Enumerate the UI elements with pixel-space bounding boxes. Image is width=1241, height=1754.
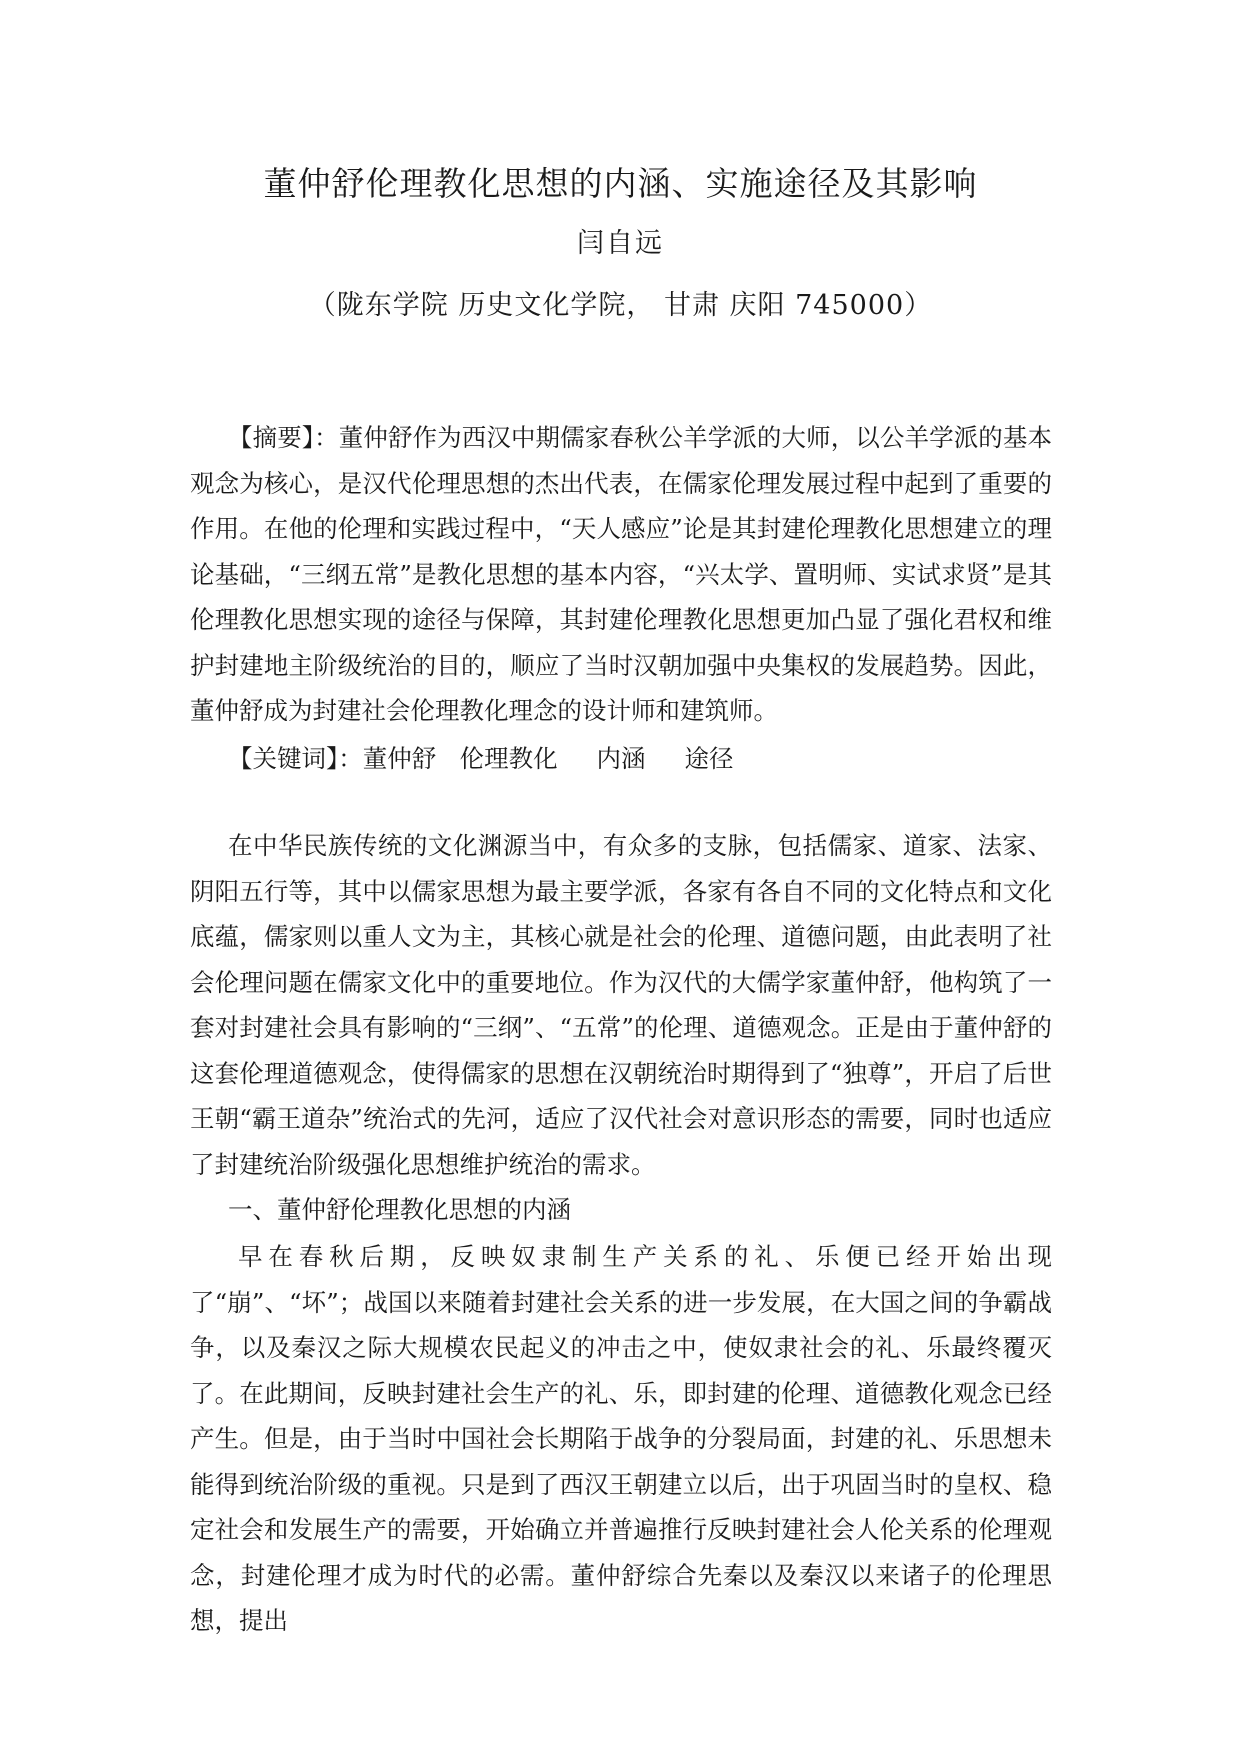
section-paragraph: 早在春秋后期，反映奴隶制生产关系的礼、乐便已经开始出现了“崩”、“坏”；战国以来随着封建社会关系的进一步发展，在大国之间的争霸战争，以及秦汉之际大规模农民起义的冲击之中，使奴隶社会的礼、乐最终覆灭了。在此期间，反映封建社会生产的礼、乐，即封建的伦理、道德教化观念已经产生。但是，由于当时中国社会长期陷于战争的分裂局面，封建的礼、乐思想未能得到统治阶级的重视。只是到了西汉王朝建立以后，出于巩固当时的皇权、稳定社会和发展生产的需要，开始确立并普遍推行反映封建社会人伦关系的伦理观念，封建伦理才成为时代的必需。董仲舒综合先秦以及秦汉以来诸子的伦理思想，提出 [190,1242,1052,1635]
intro-paragraph: 在中华民族传统的文化渊源当中，有众多的支脉，包括儒家、道家、法家、阴阳五行等，其中以儒家思想为最主要学派，各家有各自不同的文化特点和文化底蕴，儒家则以重人文为主，其核心就是社会的伦理、道德问题，由此表明了社会伦理问题在儒家文化中的重要地位。作为汉代的大儒学家董仲舒，他构筑了一套对封建社会具有影响的“三纲”、“五常”的伦理、道德观念。正是由于董仲舒的这套伦理道德观念，使得儒家的思想在汉朝统治时期得到了“独尊”，开启了后世王朝“霸王道杂”统治式的先河，适应了汉代社会对意识形态的需要，同时也适应了封建统治阶级强化思想维护统治的需求。 [190,831,1052,1179]
abstract-paragraph [190,415,1052,734]
section-heading: 一、董仲舒伦理教化思想的内涵 [228,1195,571,1224]
author-name: 闫自远 [577,228,664,259]
author-affiliation: （陇东学院 历史文化学院， 甘肃 庆阳 745000） [308,290,933,321]
paper-title: 董仲舒伦理教化思想的内涵、实施途径及其影响 [263,164,978,203]
keywords-text: ：董仲舒 伦理教化 内涵 途径 [338,744,734,773]
keywords-label: 【关键词】 [228,744,339,773]
abstract-label: 【摘要】 [228,423,315,452]
keywords-line [190,736,1052,782]
abstract-text: ：董仲舒作为西汉中期儒家春秋公羊学派的大师，以公羊学派的基本观念为核心，是汉代伦理思想的杰出代表，在儒家伦理发展过程中起到了重要的作用。在他的伦理和实践过程中，“天人感应”论是其封建伦理教化思想建立的理论基础，“三纲五常”是教化思想的基本内容，“兴太学、置明师、实试求贤”是其伦理教化思想实现的途径与保障，其封建伦理教化思想更加凸显了强化君权和维护封建地主阶级统治的目的，顺应了当时汉朝加强中央集权的发展趋势。因此，董仲舒成为封建社会伦理教化理念的设计师和建筑师。 [190,423,1053,725]
